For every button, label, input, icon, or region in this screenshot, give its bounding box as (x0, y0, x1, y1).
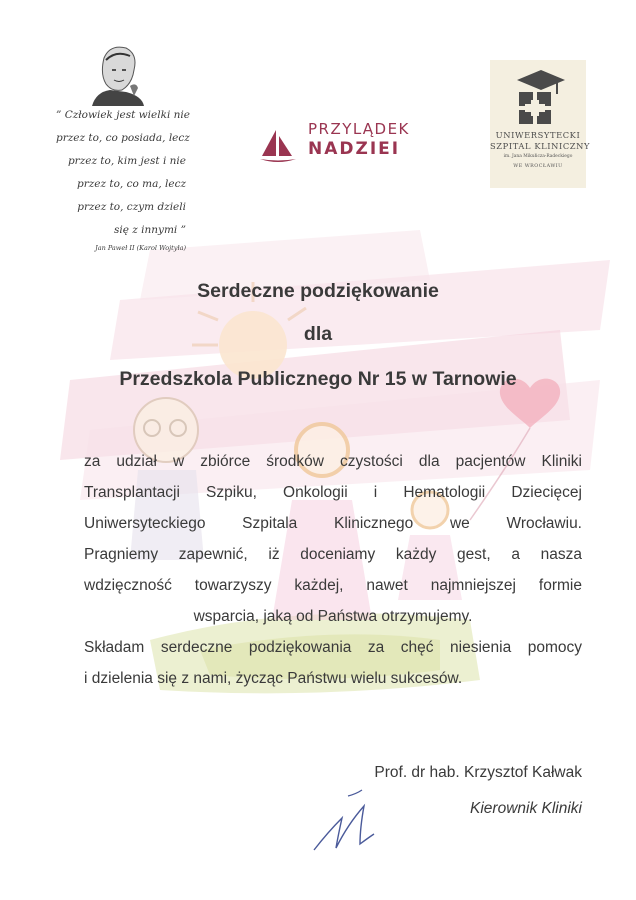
body-line: Pragniemy zapewnić, iż doceniamy każdy gest, a nasza (84, 546, 582, 563)
signatory-name: Prof. dr hab. Krzysztof Kałwak (374, 764, 582, 781)
body-line: Składam serdeczne podziękowania za chęć niesienia pomocy (84, 639, 582, 656)
logo-text-line1: PRZYLĄDEK (308, 120, 410, 138)
pope-portrait-image (86, 40, 146, 106)
quote-author: Jan Paweł II (Karol Wojtyła) (95, 244, 186, 252)
quote-line: przez to, co ma, lecz (77, 178, 186, 190)
handwritten-signature (308, 788, 390, 858)
logo-text-line2: NADZIEI (308, 139, 401, 159)
przyladek-nadziei-logo (258, 118, 418, 170)
hospital-logo (490, 60, 591, 188)
hospital-patron: im. Jana Mikułicza-Radeckiego (503, 154, 573, 159)
recipient-name: Przedszkola Publicznego Nr 15 w Tarnowie (119, 368, 517, 390)
hospital-name-line2: SZPITAL KLINICZNY (490, 141, 591, 151)
quote-line: przez to, czym dzieli (77, 201, 186, 213)
sailboat-icon (258, 128, 298, 166)
letter-title-for: dla (303, 323, 333, 345)
body-line: za udział w zbiórce środków czystości dla pacjentów Kliniki (84, 453, 582, 470)
body-line: Uniwersyteckiego Szpitala Klinicznego we Wrocławiu. (84, 515, 582, 532)
body-line: i dzielenia się z nami, życząc Państwu wielu sukcesów. (84, 670, 463, 687)
body-line: Transplantacji Szpiku, Onkologii i Hematologii Dziecięcej (84, 484, 582, 501)
quote-line: przez to, co posiada, lecz (56, 132, 190, 144)
letter-title: Serdeczne podziękowanie (197, 280, 439, 302)
quote-line: przez to, kim jest i nie (67, 155, 186, 167)
hospital-city: WE WROCŁAWIU (513, 164, 563, 169)
body-line: wdzięczność towarzyszy każdej, nawet najmniejszej formie (84, 577, 582, 594)
graduation-cap-cross-icon (507, 66, 567, 130)
body-line: wsparcia, jaką od Państwa otrzymujemy. (193, 608, 473, 625)
signatory-title: Kierownik Kliniki (470, 800, 582, 817)
letter-body (84, 446, 582, 694)
quote-block (56, 104, 190, 253)
quote-line: się z innymi ” (113, 224, 186, 236)
quote-line: ” Człowiek jest wielki nie (56, 109, 190, 121)
hospital-name-line1: UNIWERSYTECKI (495, 130, 581, 140)
